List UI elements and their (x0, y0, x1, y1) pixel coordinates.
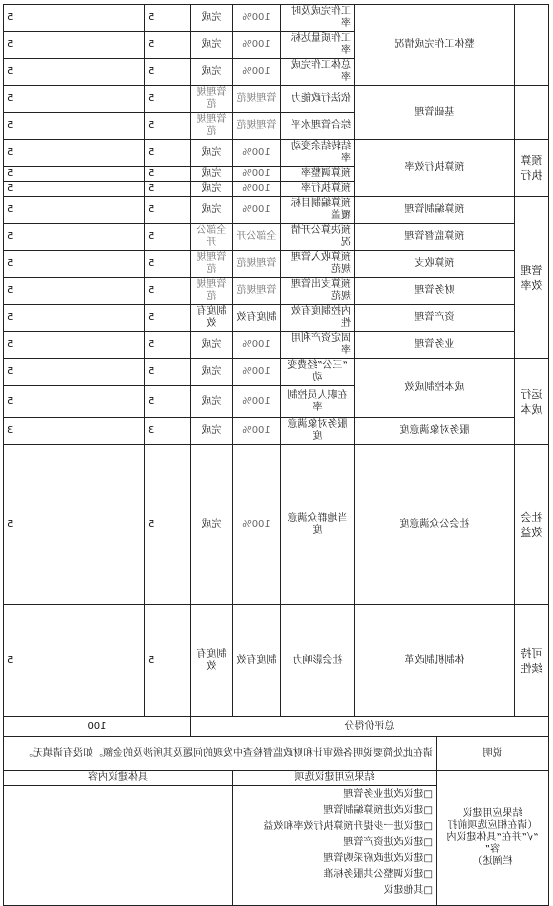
indicator: 工作完成及时率 (281, 5, 355, 32)
indicator: 预算调整率 (281, 167, 355, 182)
status: 完成 (191, 32, 233, 59)
target-value: 100% (233, 359, 281, 386)
weight: 5 (145, 5, 191, 32)
indicator: 预算编制目标覆盖 (281, 197, 355, 224)
status: 完成 (191, 445, 233, 605)
indicator: 当地群众满意度 (281, 445, 355, 605)
score: 5 (4, 182, 145, 197)
secondary-label: 服务对象满意度 (355, 418, 515, 445)
category-label: 可持 续性 (515, 605, 549, 717)
indicator: 预决算公开情况 (281, 224, 355, 251)
secondary-label: 社会公众满意度 (355, 445, 515, 605)
evaluation-table (3, 4, 549, 906)
score: 5 (4, 86, 145, 113)
suggestion-label: 结果应用建议 （请在相应选项前打 “√”并在“具体建议内容” 栏阐述） (437, 771, 549, 906)
score: 5 (4, 332, 145, 359)
sub-item: 业务管理 (355, 332, 515, 359)
category-blank (515, 86, 549, 140)
suggestion-options-header: 结果应用建议选项 (233, 771, 437, 786)
category-label: 管理 效率 (515, 197, 549, 359)
score: 5 (4, 278, 145, 305)
score: 5 (4, 197, 145, 224)
actual-value: 制度有效 (191, 605, 233, 717)
target-value: 100% (233, 445, 281, 605)
target-value: 制度有效 (233, 305, 281, 332)
score: 5 (4, 32, 145, 59)
suggestion-options (233, 786, 437, 906)
weight: 3 (145, 418, 191, 445)
actual-value: 管理规范 (191, 278, 233, 305)
suggestion-content[interactable] (4, 786, 233, 906)
weight: 5 (145, 251, 191, 278)
secondary-label: 整体工作完成情况 (355, 5, 515, 86)
weight: 5 (145, 182, 191, 197)
target-value: 管理规范 (233, 278, 281, 305)
actual-value: 制度有效 (191, 305, 233, 332)
indicator: 结转结余变动率 (281, 140, 355, 167)
indicator: 在职人员控制率 (281, 386, 355, 418)
secondary-label: 成本控制成效 (355, 359, 515, 418)
score: 5 (4, 386, 145, 418)
score: 5 (4, 167, 145, 182)
suggestion-option[interactable]: □建议调整公共服务标准 (323, 869, 433, 880)
score: 5 (4, 305, 145, 332)
total-score-label: 总评价得分 (191, 717, 549, 737)
target-value: 100% (233, 5, 281, 32)
category-label: 社会 效益 (515, 445, 549, 605)
target-value: 全部公开 (233, 224, 281, 251)
weight: 5 (145, 167, 191, 182)
category-label: 运行 成本 (515, 359, 549, 445)
target-value: 管理规范 (233, 86, 281, 113)
sub-item: 资产管理 (355, 305, 515, 332)
target-value: 管理规范 (233, 251, 281, 278)
suggestion-content-header: 具体建议内容 (4, 771, 233, 786)
actual-value: 全部公开 (191, 224, 233, 251)
status: 完成 (191, 197, 233, 224)
status: 完成 (191, 140, 233, 167)
indicator: 总体工作完成率 (281, 59, 355, 86)
suggestion-option[interactable]: □建议改进资产管理 (343, 837, 433, 848)
weight: 5 (145, 86, 191, 113)
suggestion-option[interactable]: □建议改进业务管理 (343, 789, 433, 800)
suggestion-option[interactable]: □建议进一步提升预算执行效率和效益 (263, 821, 433, 832)
target-value: 100% (233, 32, 281, 59)
sub-item: 财务管理 (355, 278, 515, 305)
indicator: 固定资产利用率 (281, 332, 355, 359)
indicator: 综合管理水平 (281, 113, 355, 140)
status: 完成 (191, 332, 233, 359)
target-value: 100% (233, 182, 281, 197)
score: 3 (4, 418, 145, 445)
target-value: 100% (233, 140, 281, 167)
weight: 5 (145, 32, 191, 59)
indicator: 预算支出管理规范 (281, 278, 355, 305)
indicator: 内控制度有效性 (281, 305, 355, 332)
status: 完成 (191, 418, 233, 445)
weight: 5 (145, 113, 191, 140)
status: 完成 (191, 182, 233, 197)
note-label: 说明 (437, 737, 549, 771)
weight: 5 (145, 197, 191, 224)
sub-item: 预算编制管理 (355, 197, 515, 224)
status: 完成 (191, 59, 233, 86)
weight: 5 (145, 332, 191, 359)
score: 5 (4, 605, 145, 717)
target-value: 100% (233, 197, 281, 224)
score: 5 (4, 224, 145, 251)
secondary-label: 预算执行效率 (355, 140, 515, 197)
target-value: 100% (233, 59, 281, 86)
sub-item: 预算监督管理 (355, 224, 515, 251)
weight: 5 (145, 386, 191, 418)
target-value: 100% (233, 167, 281, 182)
indicator: 工作质量达标率 (281, 32, 355, 59)
weight: 5 (145, 224, 191, 251)
status: 完成 (191, 359, 233, 386)
weight: 5 (145, 445, 191, 605)
indicator: 预算执行率 (281, 182, 355, 197)
category-label: 预算 执行 (515, 140, 549, 197)
secondary-label: 体制机制改革 (355, 605, 515, 717)
weight: 5 (145, 359, 191, 386)
score: 5 (4, 5, 145, 32)
weight: 5 (145, 59, 191, 86)
indicator: 依法行政能力 (281, 86, 355, 113)
actual-value: 管理规范 (191, 113, 233, 140)
actual-value: 管理规范 (191, 86, 233, 113)
indicator: 服务对象满意度 (281, 418, 355, 445)
weight: 5 (145, 140, 191, 167)
score: 5 (4, 140, 145, 167)
indicator: 社会影响力 (281, 605, 355, 717)
target-value: 100% (233, 332, 281, 359)
indicator: “三公”经费变动 (281, 359, 355, 386)
total-score-value: 100 (4, 717, 191, 737)
secondary-label: 基础管理 (355, 86, 515, 140)
status: 完成 (191, 167, 233, 182)
sub-item: 预算收支 (355, 251, 515, 278)
score: 5 (4, 113, 145, 140)
score: 5 (4, 359, 145, 386)
score: 5 (4, 59, 145, 86)
suggestion-option[interactable]: □建议改进政府采购管理 (323, 853, 433, 864)
target-value: 100% (233, 418, 281, 445)
suggestion-option[interactable]: □其他建议 (383, 885, 433, 896)
target-value: 100% (233, 386, 281, 418)
weight: 5 (145, 605, 191, 717)
score: 5 (4, 445, 145, 605)
note-text: 请在此处简要说明各级审计和财政监督检查中发现的问题及其所涉及的金额。如没有请填无。 (4, 737, 437, 771)
weight: 5 (145, 278, 191, 305)
status: 完成 (191, 386, 233, 418)
weight: 5 (145, 305, 191, 332)
actual-value: 管理规范 (191, 251, 233, 278)
target-value: 管理规范 (233, 113, 281, 140)
status: 完成 (191, 5, 233, 32)
suggestion-option[interactable]: □建议改进预算编制管理 (323, 805, 433, 816)
category-blank (515, 5, 549, 86)
score: 5 (4, 251, 145, 278)
target-value: 制度有效 (233, 605, 281, 717)
indicator: 预算收入管理规范 (281, 251, 355, 278)
